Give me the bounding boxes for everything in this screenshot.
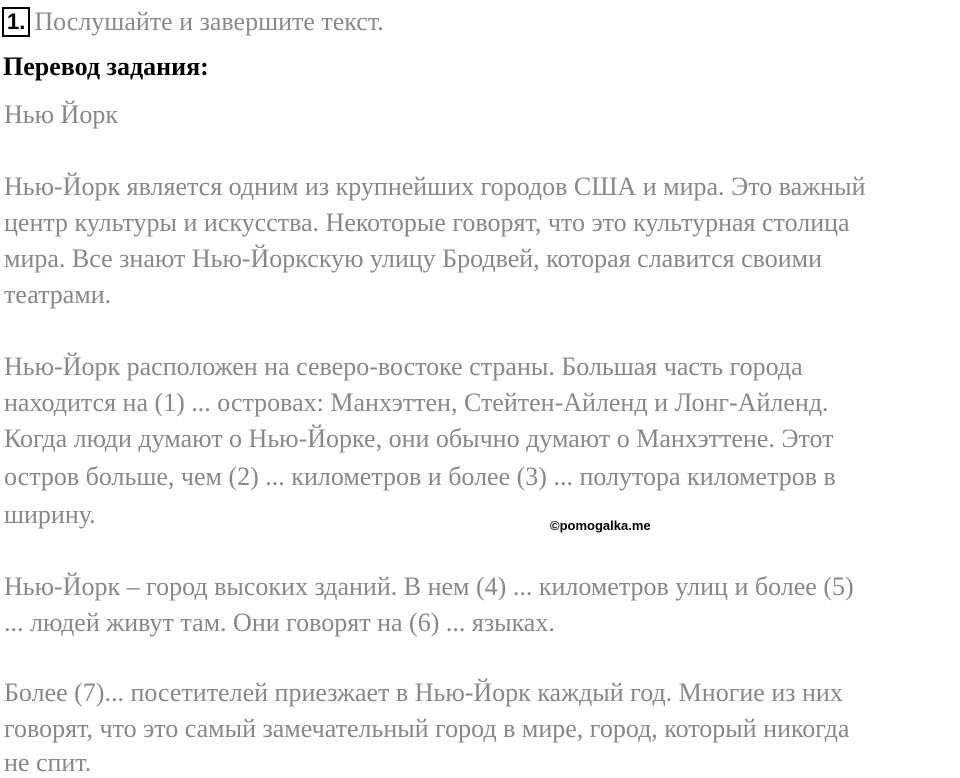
task-header	[2, 4, 384, 40]
paragraph-3-line-1: Нью-Йорк – город высоких зданий. В нем (4) ... километров улиц и более (5)	[4, 572, 854, 601]
paragraph-1-line-1: Нью-Йорк является одним из крупнейших городов США и мира. Это важный	[4, 172, 866, 201]
section-title: Перевод задания:	[3, 52, 209, 81]
paragraph-3-line-2: ... людей живут там. Они говорят на (6) ... языках.	[4, 608, 555, 637]
paragraph-4-line-3: не спит.	[4, 748, 92, 777]
watermark: ©pomogalka.me	[550, 518, 651, 533]
paragraph-1-line-4: театрами.	[4, 280, 112, 309]
paragraph-1-line-2: центр культуры и искусства. Некоторые говорят, что это культурная столица	[4, 208, 850, 237]
paragraph-2-line-3: Когда люди думают о Нью-Йорке, они обычно думают о Манхэттене. Этот	[4, 424, 834, 453]
paragraph-2-line-1: Нью-Йорк расположен на северо-востоке страны. Большая часть города	[4, 352, 803, 381]
task-instruction: Послушайте и завершите текст.	[34, 7, 384, 36]
paragraph-4-line-2: говорят, что это самый замечательный город в мире, город, который никогда	[4, 714, 850, 743]
paragraph-2-line-2: находится на (1) ... островах: Манхэттен, Стейтен-Айленд и Лонг-Айленд.	[4, 388, 829, 417]
paragraph-2-line-5: ширину.	[4, 500, 96, 529]
text-title: Нью Йорк	[4, 100, 118, 129]
paragraph-4-line-1: Более (7)... посетителей приезжает в Нью-Йорк каждый год. Многие из них	[4, 678, 843, 707]
paragraph-1-line-3: мира. Все знают Нью-Йоркскую улицу Бродвей, которая славится своими	[4, 244, 822, 273]
task-number-box: 1.	[2, 7, 30, 37]
paragraph-2-line-4: остров больше, чем (2) ... километров и более (3) ... полутора километров в	[4, 462, 836, 491]
